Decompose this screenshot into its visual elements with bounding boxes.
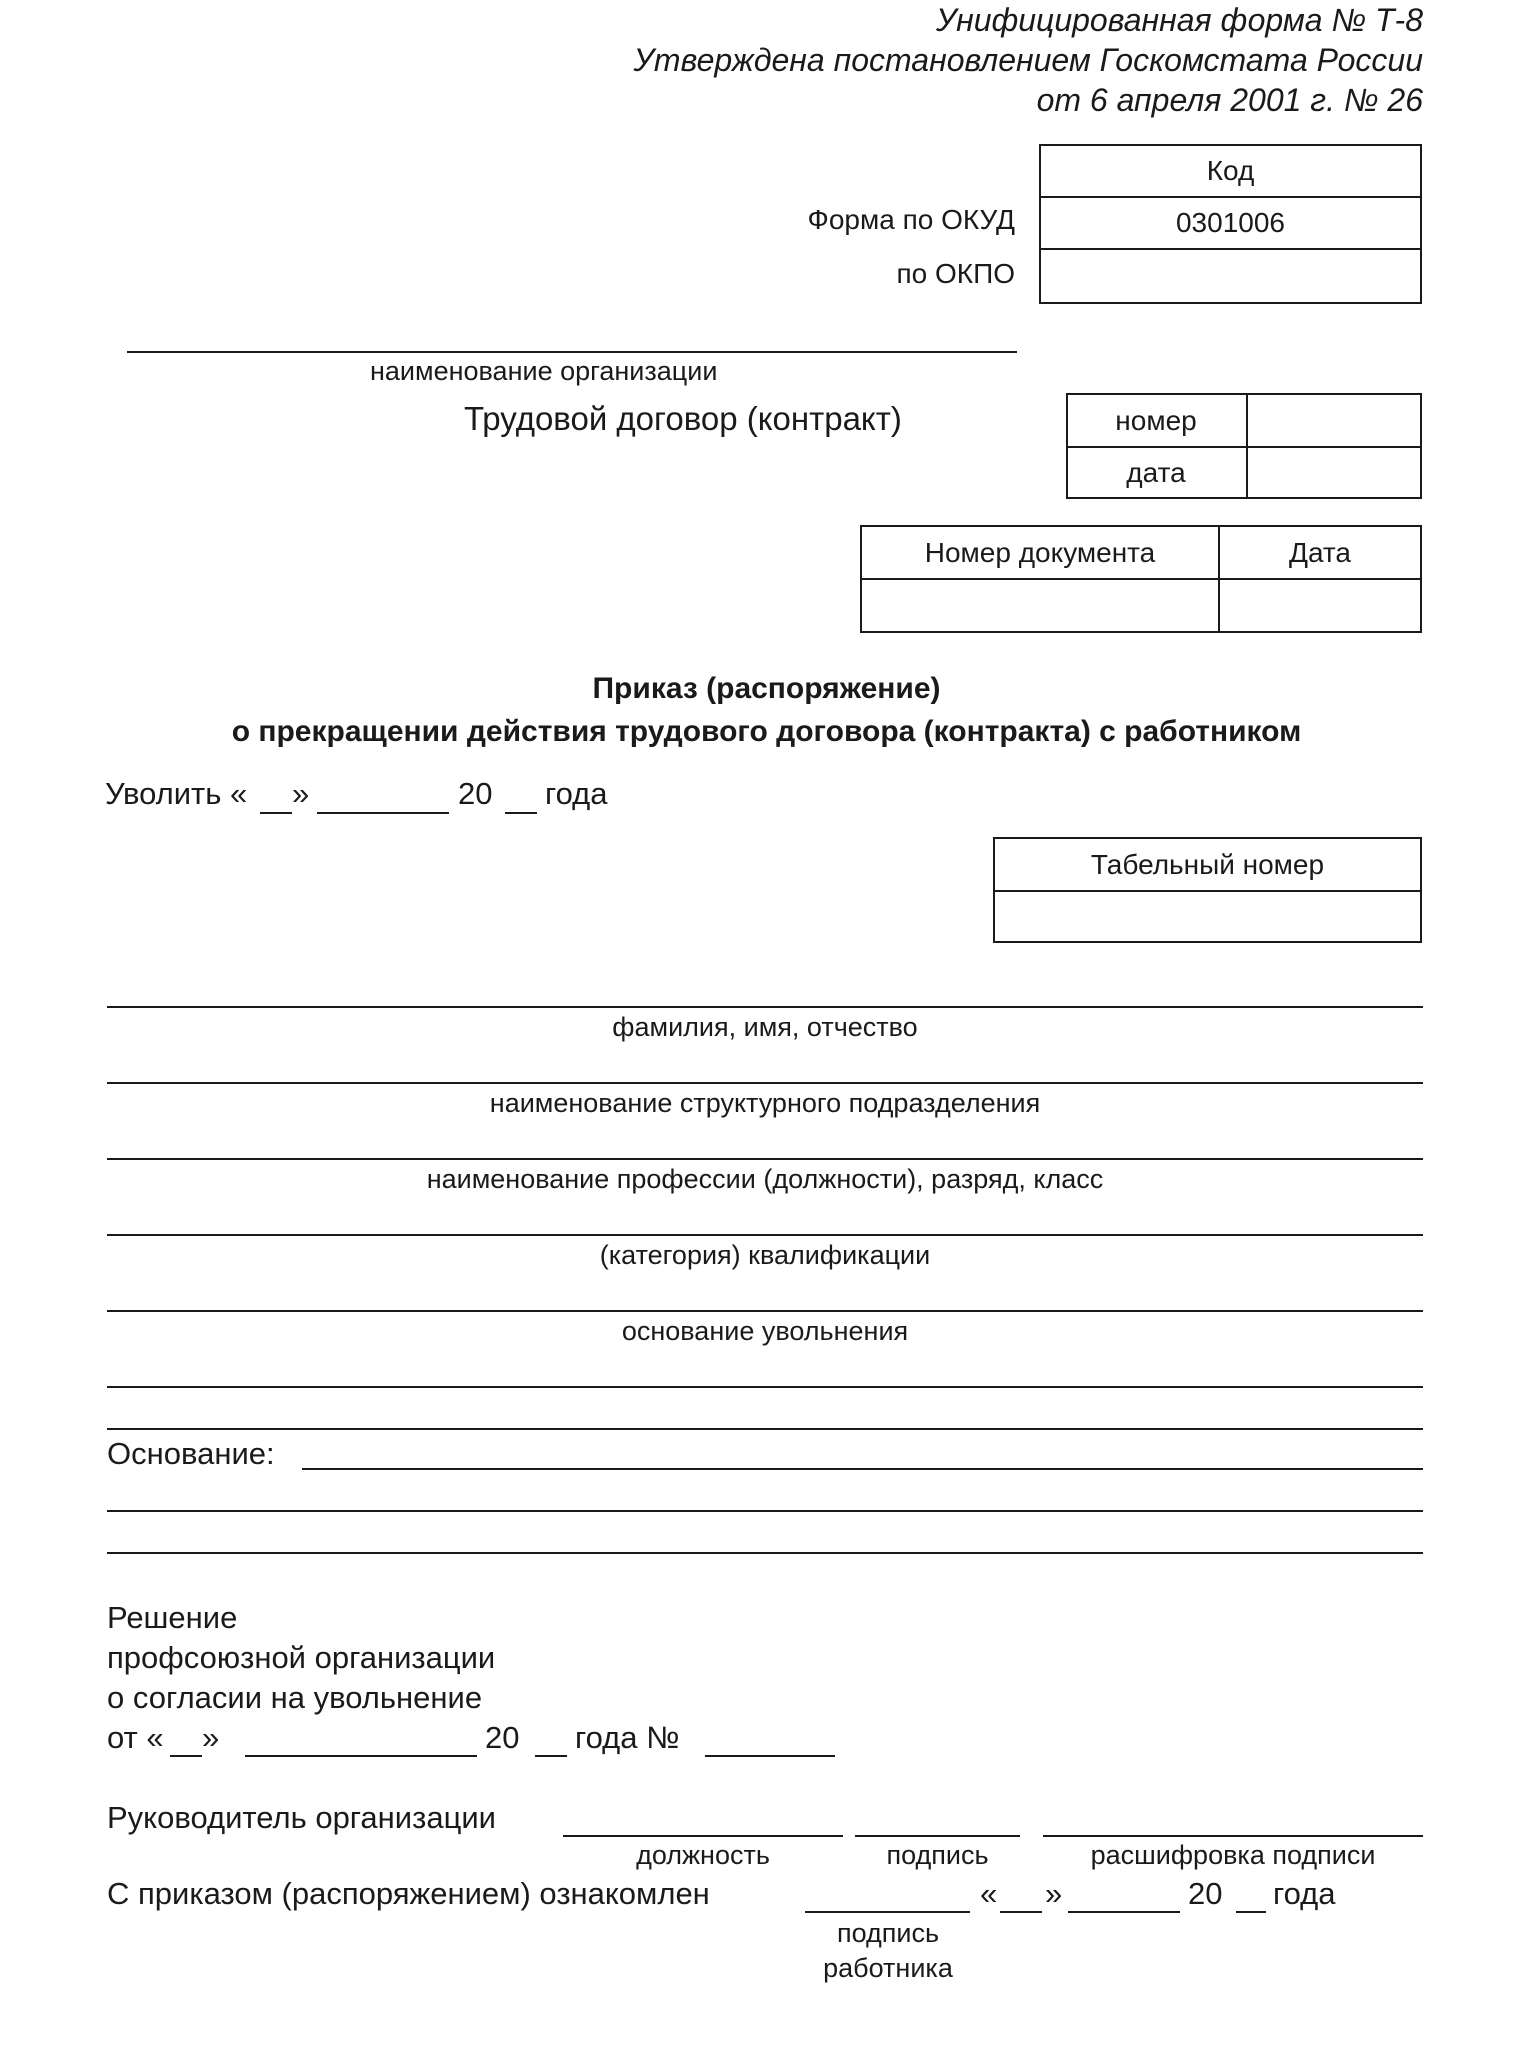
department-line[interactable] <box>107 1082 1423 1084</box>
category-line[interactable] <box>107 1234 1423 1236</box>
basis-line[interactable] <box>302 1468 1423 1470</box>
approval-date-line: от 6 апреля 2001 г. № 26 <box>1036 82 1423 118</box>
dismiss-month-field[interactable] <box>317 812 449 814</box>
contract-date-value[interactable] <box>1248 448 1420 497</box>
head-decode-caption: расшифровка подписи <box>1090 1840 1376 1870</box>
profession-line[interactable] <box>107 1158 1423 1160</box>
basis-line-2[interactable] <box>107 1510 1423 1512</box>
union-number-field[interactable] <box>705 1755 835 1757</box>
contract-number-label: номер <box>1115 404 1197 436</box>
okpo-label: по ОКПО <box>896 258 1015 289</box>
basis-label: Основание: <box>107 1436 275 1471</box>
ack-signature-field[interactable] <box>805 1911 970 1913</box>
okud-label: Форма по ОКУД <box>807 204 1015 235</box>
dismiss-quote-close: » <box>292 776 310 811</box>
ack-year-field[interactable] <box>1236 1911 1266 1913</box>
form-title: Унифицированная форма № Т-8 <box>935 2 1423 38</box>
dismiss-year-prefix: 20 <box>458 776 493 811</box>
reason-line[interactable] <box>107 1310 1423 1312</box>
document-date-value[interactable] <box>1220 580 1420 631</box>
dismiss-suffix: года <box>545 776 608 811</box>
profession-caption: наименование профессии (должности), разряд, класс <box>426 1164 1104 1194</box>
tab-number-label: Табельный номер <box>1090 848 1325 880</box>
fio-line[interactable] <box>107 1006 1423 1008</box>
dismiss-day-field[interactable] <box>260 812 292 814</box>
department-caption: наименование структурного подразделения <box>489 1088 1041 1118</box>
approval-line: Утверждена постановлением Госкомстата России <box>633 42 1423 78</box>
codes-header: Код <box>1206 155 1255 186</box>
head-decode-field[interactable] <box>1043 1835 1423 1837</box>
ack-quote-close: » <box>1045 1876 1063 1911</box>
union-line2: профсоюзной организации <box>107 1640 496 1675</box>
head-position-caption: должность <box>636 1840 770 1870</box>
reason-caption: основание увольнения <box>621 1316 909 1346</box>
head-position-field[interactable] <box>563 1835 843 1837</box>
okud-value[interactable]: 0301006 <box>1175 207 1285 238</box>
ack-day-field[interactable] <box>1000 1911 1042 1913</box>
ack-caption-line2: работника <box>823 1953 953 1983</box>
contract-label: Трудовой договор (контракт) <box>464 400 902 437</box>
ack-year-prefix: 20 <box>1188 1876 1223 1911</box>
document-date-header: Дата <box>1288 536 1351 568</box>
dismiss-year-field[interactable] <box>505 812 537 814</box>
fio-caption: фамилия, имя, отчество <box>612 1012 918 1042</box>
okpo-value[interactable] <box>1039 250 1422 302</box>
order-subtitle: о прекращении действия трудового договора (контракта) с работником <box>231 715 1302 748</box>
union-day-field[interactable] <box>170 1755 202 1757</box>
contract-date-label: дата <box>1126 456 1186 488</box>
document-number-value[interactable] <box>862 580 1218 631</box>
tab-number-value[interactable] <box>995 892 1420 941</box>
union-year-field[interactable] <box>535 1755 567 1757</box>
order-title: Приказ (распоряжение) <box>592 672 941 705</box>
basis-line-3[interactable] <box>107 1552 1423 1554</box>
dismiss-prefix: Уволить « <box>105 776 248 811</box>
union-line1: Решение <box>107 1600 238 1635</box>
ack-quote-open: « <box>980 1876 998 1911</box>
ack-suffix: года <box>1273 1876 1336 1911</box>
reason-extra-line-2[interactable] <box>107 1428 1423 1430</box>
head-signature-field[interactable] <box>855 1835 1020 1837</box>
document-number-header: Номер документа <box>924 536 1156 568</box>
ack-label: С приказом (распоряжением) ознакомлен <box>107 1876 710 1911</box>
union-from-prefix: от « <box>107 1720 164 1755</box>
union-line3: о согласии на увольнение <box>107 1680 483 1715</box>
ack-month-field[interactable] <box>1068 1911 1180 1913</box>
organization-line[interactable] <box>127 351 1017 353</box>
head-label: Руководитель организации <box>107 1800 496 1835</box>
contract-number-value[interactable] <box>1248 395 1420 446</box>
organization-caption: наименование организации <box>370 356 718 386</box>
head-signature-caption: подпись <box>886 1840 989 1870</box>
category-caption: (категория) квалификации <box>599 1240 931 1270</box>
union-year-prefix: 20 <box>485 1720 520 1755</box>
union-year-suffix: года № <box>575 1720 680 1755</box>
ack-caption-line1: подпись <box>836 1918 940 1948</box>
reason-extra-line[interactable] <box>107 1386 1423 1388</box>
union-quote-close: » <box>202 1720 220 1755</box>
union-month-field[interactable] <box>245 1755 477 1757</box>
